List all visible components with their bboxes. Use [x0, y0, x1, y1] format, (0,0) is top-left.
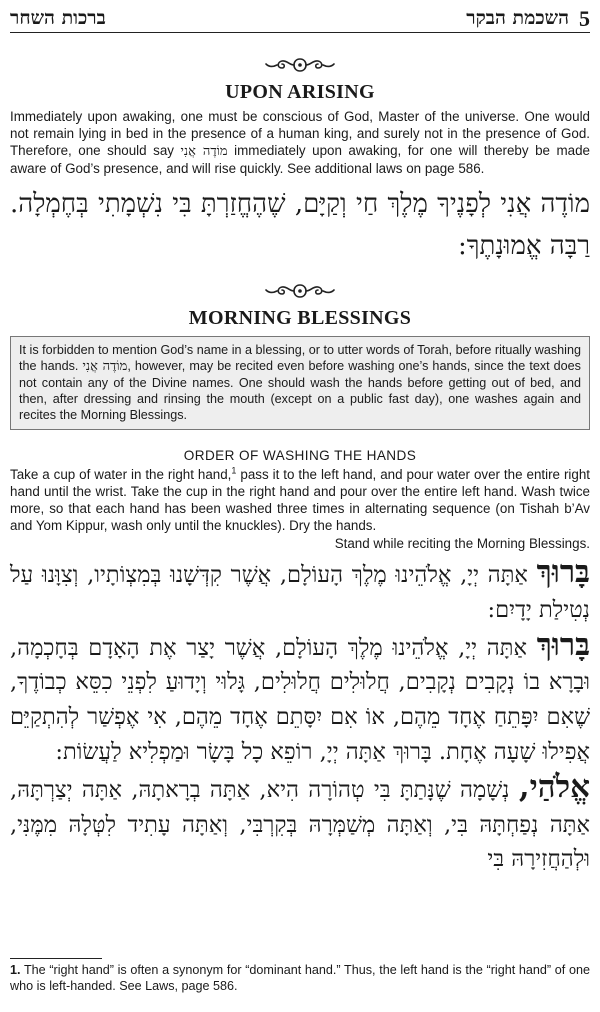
header-right-group	[466, 7, 590, 32]
upon-arising-title: UPON ARISING	[225, 81, 375, 103]
halachic-note-box	[10, 336, 590, 430]
washing-part1: Take a cup of water in the right hand,	[10, 467, 232, 482]
elohai-neshama-prayer	[10, 770, 590, 877]
note-part1: It is forbidden to mention God’s name in a blessing, or to utter words of Torah, before ritually washing the hands.	[19, 343, 581, 373]
footnote	[10, 958, 590, 994]
scroll-ornament-icon	[10, 281, 590, 303]
blessing-asher-yatzar	[10, 628, 590, 770]
washing-part2: pass it to the left hand, and pour water over the entire right hand until the wrist. Take the cup in the right hand and pour over the entire left hand. Wash twice more, so that each hand has been washed three times in alternating sequence (on Tishah b’Av and Yom Kippur, wash only until the knuckles). Dry the hands.	[10, 467, 590, 533]
instruction-hebrew: מוֹדֶה אֲנִי	[180, 144, 228, 159]
scroll-ornament-icon	[10, 55, 590, 77]
prayer-lead-word: אֱלֹהַי,	[518, 768, 591, 805]
footnote-divider	[10, 958, 102, 959]
page-header	[10, 0, 590, 33]
note-part2: , however, may be recited even before washing one’s hands, since the text does not contain any of the Divine names. One should wash the hands before getting out of bed, and then, after dressing and rinsing the mouth (except on a public fast day), one washes again and recites the Morning Blessings.	[19, 359, 581, 422]
upon-arising-instruction	[10, 108, 590, 177]
footnote-body: The “right hand” is often a synonym for “dominant hand.” Thus, the left hand is the “right hand” of one who is left-handed. See Laws, page 586.	[10, 963, 590, 993]
footnote-number: 1.	[10, 963, 21, 977]
instruction-part1: Immediately upon awaking, one must be conscious of God, Master of the universe. One would not remain lying in bed in the presence of a human king, and surely not in the presence of God. Therefore, one should say	[10, 109, 590, 158]
header-chapter-title: השכמת הבקר	[466, 7, 569, 29]
blessing-lead-word: בָּרוּךְ	[536, 554, 590, 590]
blessing-text: אַתָּה יְיָ, אֱלֹהֵינוּ מֶלֶךְ הָעוֹלָם, אֲשֶׁר קִדְּשָׁנוּ בְּמִצְוֹתָיו, וְצִוָּנוּ עַל נְטִילַת יָדָיִם:	[10, 562, 590, 623]
blessing-netilat-yadayim	[10, 555, 590, 628]
washing-subtitle: ORDER OF WASHING THE HANDS	[183, 448, 417, 463]
footnote-text	[10, 963, 590, 994]
washing-instructions	[10, 466, 590, 534]
morning-blessings-title: MORNING BLESSINGS	[188, 307, 412, 329]
footnote-reference[interactable]: 1	[231, 465, 237, 476]
page-number: 5	[579, 6, 590, 31]
note-hebrew: מוֹדֶה אֲנִי	[82, 359, 128, 374]
stand-instruction: Stand while reciting the Morning Blessings.	[334, 536, 590, 551]
prayer-text: נְשָׁמָה שֶׁנָּתַתָּ בִּי טְהוֹרָה הִיא, אַתָּה בְרָאתָהּ, אַתָּה יְצַרְתָּהּ, אַתָּה נְפַחְתָּהּ בִּי, וְאַתָּה מְשַׁמְּרָהּ בְּקִרְבִּי, וְאַתָּה עָתִיד לִטְּלָהּ מִמֶּנִּי, וּלְהַחֲזִירָהּ בִּי	[10, 776, 590, 873]
modeh-ani-prayer: מוֹדֶה אֲנִי לְפָנֶיךָ מֶלֶךְ חַי וְקַיָּם, שֶׁהֶחֱזַרְתָּ בִּי נִשְׁמָתִי בְּחֶמְלָה. רַבָּה אֱמוּנָתֶךָ:	[10, 189, 590, 261]
halachic-note	[19, 342, 581, 423]
header-section-title: ברכות השחר	[10, 7, 106, 29]
blessing-text: אַתָּה יְיָ, אֱלֹהֵינוּ מֶלֶךְ הָעוֹלָם, אֲשֶׁר יָצַר אֶת הָאָדָם בְּחָכְמָה, וּבָרָא בוֹ נְקָבִים נְקָבִים, חֲלוּלִים חֲלוּלִים, גָּלוּי וְיָדוּעַ לִפְנֵי כִסֵּא כְבוֹדֶךָ, שֶׁאִם יִפָּתֵחַ אֶחָד מֵהֶם, אוֹ אִם יִסָּתֵם אֶחָד מֵהֶם, אִי אֶפְשַׁר לְהִתְקַיֵּם אֲפִילוּ שָׁעָה אֶחָת. בָּרוּךְ אַתָּה יְיָ, רוֹפֵא כָל בָּשָׂר וּמַפְלִיא לַעֲשׂוֹת:	[10, 634, 590, 765]
blessing-lead-word: בָּרוּךְ	[536, 626, 591, 663]
instruction-part2: immediately upon awaking, for one will thereby be made aware of God’s presence, and will rise quickly. See additional laws on page 586.	[10, 143, 590, 176]
